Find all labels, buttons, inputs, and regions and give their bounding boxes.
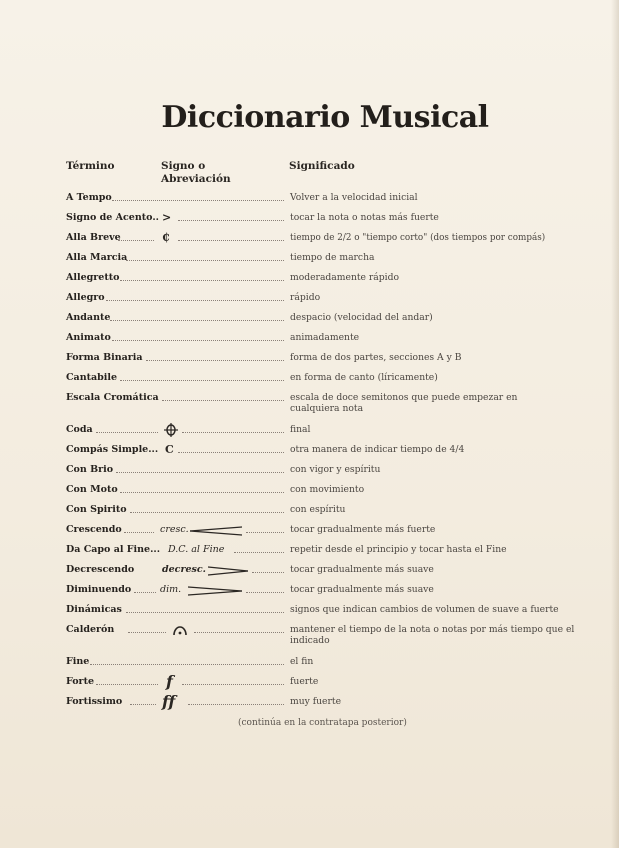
leader-dots (182, 684, 284, 685)
meaning: rápido (290, 292, 321, 303)
table-row (66, 311, 586, 327)
meaning: con vigor y espíritu (290, 464, 381, 475)
term: Forma Binaria (66, 352, 143, 363)
term: Animato (66, 332, 111, 343)
term: Signo de Acento.. (66, 212, 159, 223)
decresc-abbreviation: decresc. (162, 564, 206, 575)
table-row (66, 251, 586, 267)
term: Forte (66, 676, 94, 687)
common-time-icon: C (165, 443, 174, 456)
fermata-icon (172, 624, 188, 636)
leader-dots (126, 260, 284, 261)
leader-dots (96, 432, 158, 433)
table-row (66, 423, 586, 439)
meaning: muy fuerte (290, 696, 342, 707)
dc-al-fine-abbreviation: D.C. al Fine (168, 544, 225, 555)
leader-dots (126, 612, 284, 613)
table-row (66, 371, 586, 387)
term: Con Moto (66, 484, 118, 495)
table-row (66, 623, 586, 649)
header-sign (161, 160, 231, 186)
table-row (66, 483, 586, 499)
table-row (66, 391, 586, 417)
leader-dots (96, 684, 158, 685)
meaning: con movimiento (290, 484, 365, 495)
meaning: otra manera de indicar tiempo de 4/4 (290, 444, 465, 455)
term: Calderón (66, 624, 115, 635)
leader-dots (130, 704, 156, 705)
term: Compás Simple... (66, 444, 159, 455)
meaning: despacio (velocidad del andar) (290, 312, 433, 323)
term: A Tempo (66, 192, 112, 203)
header-sign-line1: Signo o (161, 160, 206, 172)
term: Alla Breve (66, 232, 121, 243)
meaning: repetir desde el principio y tocar hasta el Fine (290, 544, 507, 555)
meaning: tocar gradualmente más suave (290, 564, 434, 575)
term: Diminuendo (66, 584, 132, 595)
table-row (66, 271, 586, 287)
leader-dots (112, 340, 284, 341)
leader-dots (120, 280, 284, 281)
term: Con Spirito (66, 504, 127, 515)
leader-dots (188, 704, 284, 705)
table-row (66, 655, 586, 671)
header-term: Término (66, 160, 115, 172)
term: Andante (66, 312, 111, 323)
meaning: escala de doce semitonos que puede empezar en cualquiera nota (290, 392, 518, 414)
leader-dots (120, 380, 284, 381)
table-row (66, 351, 586, 367)
meaning: signos que indican cambios de volumen de suave a fuerte (290, 604, 559, 615)
term: Fortissimo (66, 696, 123, 707)
table-row (66, 583, 586, 599)
leader-dots (246, 592, 284, 593)
table-row (66, 563, 586, 579)
table-row (66, 291, 586, 307)
term: Alla Marcia (66, 252, 128, 263)
leader-dots (124, 532, 154, 533)
leader-dots (178, 452, 284, 453)
header-meaning: Significado (289, 160, 355, 172)
leader-dots (116, 472, 284, 473)
leader-dots (90, 664, 284, 665)
decrescendo-hairpin-icon (208, 566, 248, 576)
table-row (66, 331, 586, 347)
leader-dots (112, 200, 284, 201)
term: Decrescendo (66, 564, 135, 575)
table-row (66, 692, 586, 711)
table-row (66, 443, 586, 459)
leader-dots (234, 552, 284, 553)
meaning: tocar la nota o notas más fuerte (290, 212, 439, 223)
coda-icon (164, 423, 178, 437)
meaning: tocar gradualmente más fuerte (290, 524, 436, 535)
table-row (66, 191, 586, 207)
term: Da Capo al Fine... (66, 544, 161, 555)
cut-time-icon: ₵ (162, 231, 170, 244)
meaning: moderadamente rápido (290, 272, 400, 283)
table-row (66, 543, 586, 559)
meaning: en forma de canto (líricamente) (290, 372, 438, 383)
term: Escala Cromática (66, 392, 159, 403)
dim-abbreviation: dim. (160, 584, 182, 595)
table-row (66, 523, 586, 539)
leader-dots (246, 532, 284, 533)
term: Allegretto (66, 272, 120, 283)
table-row (66, 211, 586, 227)
leader-dots (130, 512, 284, 513)
accent-sign: > (162, 211, 172, 224)
meaning: forma de dos partes, secciones A y B (290, 352, 462, 363)
table-row (66, 672, 586, 691)
term: Allegro (66, 292, 105, 303)
meaning: mantener el tiempo de la nota o notas por más tiempo que el indicado (290, 624, 575, 646)
leader-dots (120, 492, 284, 493)
leader-dots (178, 240, 284, 241)
fortissimo-icon: ff (162, 692, 176, 711)
leader-dots (162, 400, 284, 401)
cresc-abbreviation: cresc. (160, 524, 189, 535)
crescendo-hairpin-icon (190, 526, 242, 536)
leader-dots (110, 320, 284, 321)
meaning: tocar gradualmente más suave (290, 584, 434, 595)
meaning: final (290, 424, 311, 435)
leader-dots (118, 240, 154, 241)
leader-dots (194, 632, 284, 633)
meaning: fuerte (290, 676, 319, 687)
meaning: Volver a la velocidad inicial (290, 192, 418, 203)
diminuendo-hairpin-icon (188, 586, 242, 596)
table-row (66, 503, 586, 519)
page-title: Diccionario Musical (161, 100, 489, 135)
meaning: tiempo de marcha (290, 252, 375, 263)
table-row (66, 603, 586, 619)
meaning: tiempo de 2/2 o "tiempo corto" (dos tiempos por compás) (290, 233, 546, 243)
term: Dinámicas (66, 604, 122, 615)
meaning: el fin (290, 656, 314, 667)
term: Con Brio (66, 464, 114, 475)
leader-dots (134, 592, 156, 593)
table-row (66, 463, 586, 479)
header-sign-line2: Abreviación (161, 173, 231, 185)
leader-dots (178, 220, 284, 221)
leader-dots (128, 632, 166, 633)
leader-dots (252, 572, 284, 573)
leader-dots (106, 300, 284, 301)
leader-dots (182, 432, 284, 433)
table-row (66, 231, 586, 247)
meaning: animadamente (290, 332, 360, 343)
term: Coda (66, 424, 93, 435)
term: Fine (66, 656, 90, 667)
term: Cantabile (66, 372, 118, 383)
continuation-note: (continúa en la contratapa posterior) (238, 718, 407, 728)
leader-dots (146, 360, 284, 361)
term: Crescendo (66, 524, 122, 535)
forte-icon: f (166, 672, 173, 691)
meaning: con espíritu (290, 504, 346, 515)
